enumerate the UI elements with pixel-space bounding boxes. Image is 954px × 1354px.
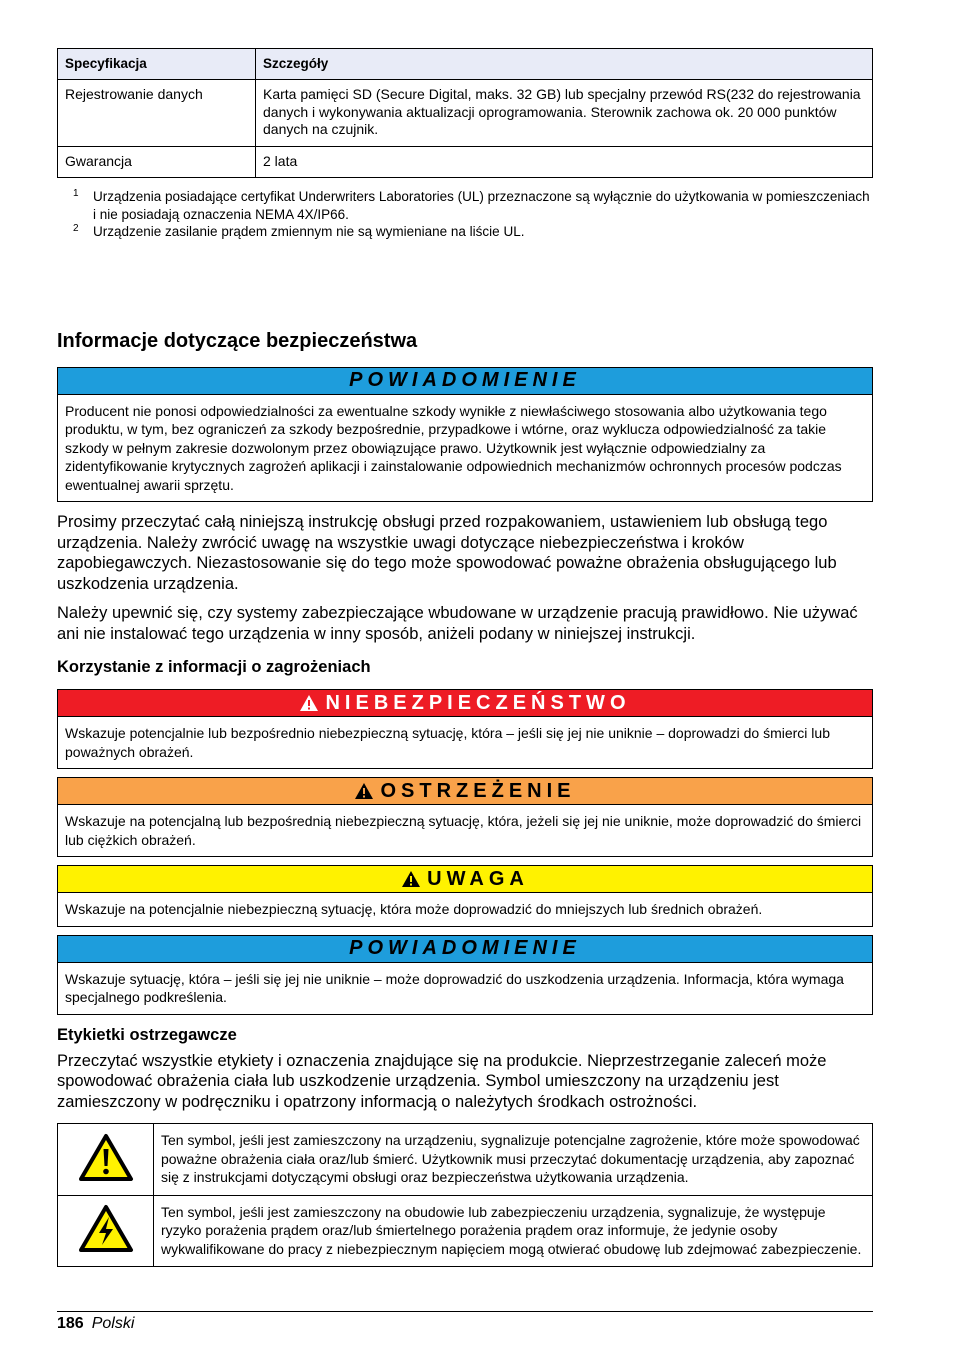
warning-label: OSTRZEŻENIE [380, 779, 576, 802]
warning-text: Wskazuje na potencjalną lub bezpośrednią niebezpieczną sytuację, która, jeżeli się jej nie uniknie, może doprowadzić do śmierci lub ciężkich obrażeń. [65, 813, 862, 848]
spec-table [57, 48, 873, 178]
warning-triangle-icon [299, 694, 319, 712]
section-title: Informacje dotyczące bezpieczeństwa [57, 329, 418, 352]
column-header: Specyfikacja [58, 49, 256, 80]
document-page [57, 48, 873, 1267]
symbol-description: Ten symbol, jeśli jest zamieszczony na obudowie lub zabezpieczeniu urządzenia, sygnalizuje, że występuje ryzyko porażenia prądem oraz/lub śmiertelnego porażenia prądem oraz informuje, że jedynie osoby wykwalifikowane do pracy z niebezpiecznym napięciem mogą otwierać obudowę lub zdejmować zabezpieczenie. [154, 1195, 873, 1267]
danger-box [57, 689, 873, 769]
labels-section-title: Etykietki ostrzegawcze [57, 1025, 237, 1044]
symbol-table [57, 1123, 873, 1267]
page-number: 186 [57, 1315, 84, 1332]
electrical-hazard-icon [78, 1204, 134, 1254]
details-cell: 2 lata [256, 146, 873, 178]
danger-label: NIEBEZPIECZEŃSTWO [325, 691, 631, 714]
notice-text: Wskazuje sytuację, która – jeśli się jej nie uniknie – może doprowadzić do uszkodzenia urządzenia. Informacja, która wymaga specjalnego podkreślenia. [65, 970, 844, 1005]
spec-cell: Rejestrowanie danych [58, 80, 256, 147]
footnote-text: Urządzenia posiadające certyfikat Underwriters Laboratories (UL) przeznaczone są wyłącznie do użytkowania w pomieszczeniach i nie posiadają oznaczenia NEMA 4X/IP66. [93, 189, 870, 222]
footnotes [57, 188, 873, 241]
labels-paragraph: Przeczytać wszystkie etykiety i oznaczenia znajdujące się na produkcie. Nieprzestrzeganie zaleceń może spowodować obrażenia ciała lub uszkodzenie urządzenia. Symbol umieszczony na urządzeniu jest zamieszczony w podręczniku i opatrzony informacją o należytych środkach ostrożności. [57, 1051, 827, 1111]
danger-text: Wskazuje potencjalnie lub bezpośrednio niebezpieczną sytuację, która – jeśli się jej nie uniknie – doprowadzi do śmierci lub poważnych obrażeń. [65, 725, 830, 760]
notice-box-top [57, 367, 873, 503]
notice-label: POWIADOMIENIE [349, 369, 581, 391]
footnote-mark: 1 [73, 188, 79, 199]
spec-cell: Gwarancja [58, 146, 256, 178]
footer-language: Polski [91, 1315, 135, 1332]
table-header-row [58, 49, 873, 80]
intro-paragraph: Należy upewnić się, czy systemy zabezpieczające wbudowane w urządzenie pracują prawidłowo. Nie używać ani nie instalować tego urządzenia w inny sposób, aniżeli podany w niniejszej instrukcji. [57, 604, 858, 643]
table-row [58, 146, 873, 178]
general-warning-icon [78, 1133, 134, 1183]
caution-text: Wskazuje na potencjalnie niebezpieczną sytuację, która może doprowadzić do mniejszych lub średnich obrażeń. [65, 901, 763, 917]
warning-triangle-icon [401, 870, 421, 888]
symbol-description: Ten symbol, jeśli jest zamieszczony na urządzeniu, sygnalizuje potencjalne zagrożenie, które może spowodować poważne obrażenia ciała oraz/lub śmierć. Użytkownik musi przeczytać dokumentację urządzenia, aby zapoznać się z instrukcjami dotyczącymi obsługi oraz bezpieczeństwa użytkowania urządzenia. [154, 1124, 873, 1196]
intro-paragraph: Prosimy przeczytać całą niniejszą instrukcję obsługi przed rozpakowaniem, ustawieniem lub obsługą tego urządzenia. Należy zwrócić uwagę na wszystkie uwagi dotyczące niebezpieczeństwa i kroków zapobiegawczych. Niezastosowanie się do tego może spowodować poważne obrażenia obsługującego lub uszkodzenia urządzenia. [57, 513, 837, 593]
column-header: Szczegóły [256, 49, 873, 80]
footnote [57, 188, 873, 223]
table-row [58, 1195, 873, 1267]
caution-box [57, 865, 873, 927]
danger-header [58, 690, 872, 717]
symbol-cell [58, 1124, 154, 1196]
notice-header [58, 368, 872, 395]
symbol-cell [58, 1195, 154, 1267]
warning-header [58, 778, 872, 805]
footnote-text: Urządzenie zasilanie prądem zmiennym nie są wymieniane na liście UL. [93, 224, 525, 239]
caution-label: UWAGA [427, 867, 529, 890]
notice-label: POWIADOMIENIE [349, 937, 581, 959]
table-row [58, 80, 873, 147]
notice-box [57, 935, 873, 1015]
notice-header [58, 936, 872, 963]
footnote [57, 223, 873, 241]
caution-header [58, 866, 872, 893]
hazard-section-title: Korzystanie z informacji o zagrożeniach [57, 658, 371, 676]
details-cell: Karta pamięci SD (Secure Digital, maks. 32 GB) lub specjalny przewód RS(232 do rejestrowania danych i wykonywania aktualizacji oprogramowania. Sterownik zachowa ok. 20 000 punktów danych na czujnik. [256, 80, 873, 147]
warning-triangle-icon [354, 782, 374, 800]
notice-text: Producent nie ponosi odpowiedzialności za ewentualne szkody wynikłe z niewłaściwego stosowania albo użytkowania tego produktu, w tym, bez ograniczeń za szkody bezpośrednie, przypadkowe i wtórne, oraz wyklucza odpowiedzialność za takie szkody w pełnym zakresie dozwolonym przez obowiązujące prawo. Użytkownik jest wyłącznie odpowiedzialny za zidentyfikowanie krytycznych zagrożeń aplikacji i zainstalowanie odpowiednich mechanizmów ochronnych procesów podczas ewentualnej awarii sprzętu. [65, 402, 842, 493]
table-row [58, 1124, 873, 1196]
warning-box [57, 777, 873, 857]
page-footer [57, 1311, 873, 1333]
footnote-mark: 2 [73, 223, 79, 234]
